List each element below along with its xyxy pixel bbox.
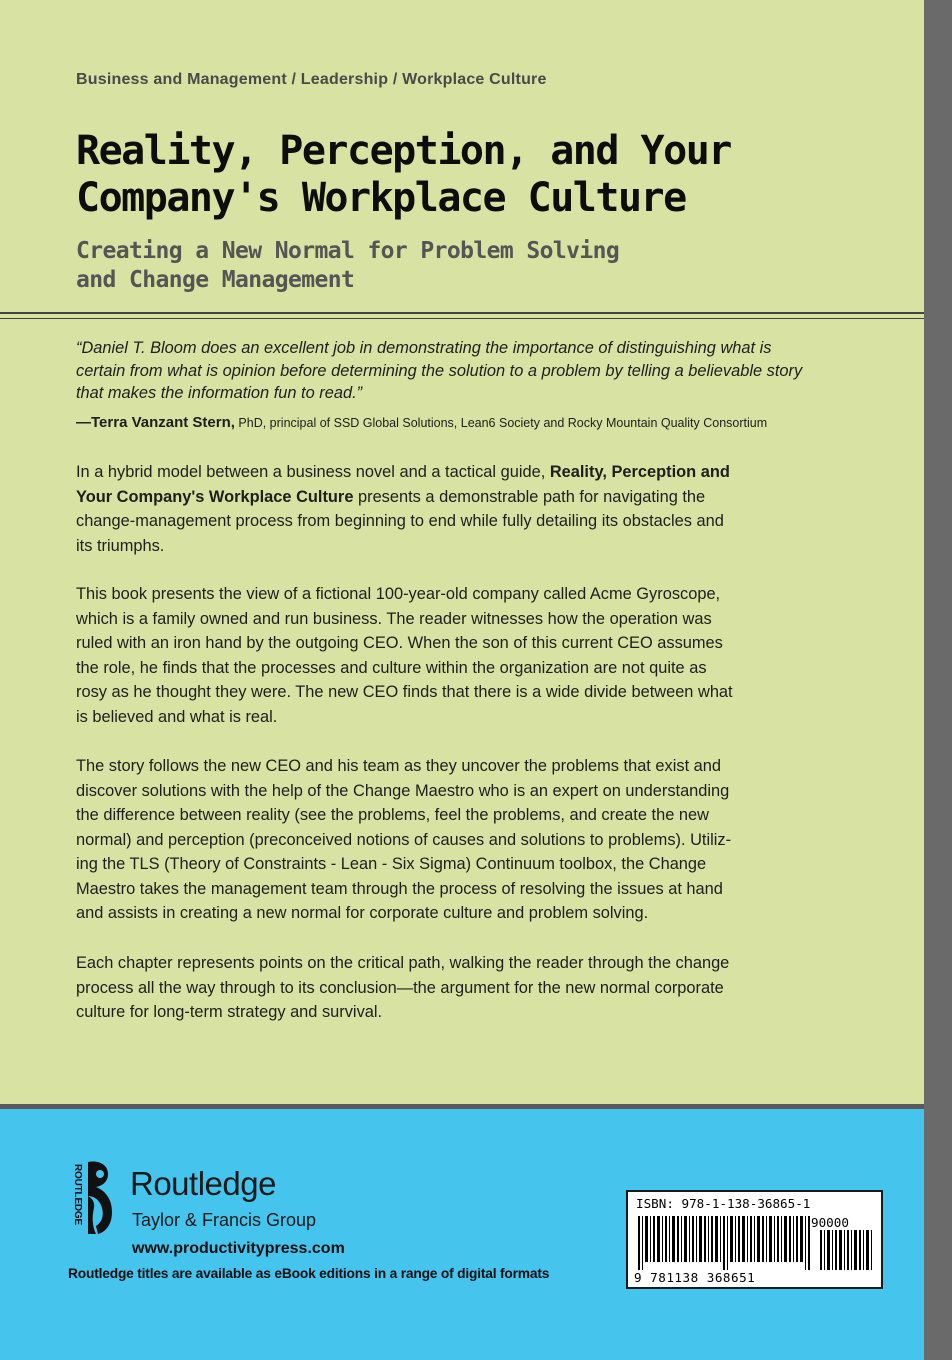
description-paragraph-1: [76, 460, 776, 558]
p1-line-1-text: In a hybrid model between a business novel and a tactical guide,: [76, 463, 550, 481]
quote-line-1: “Daniel T. Bloom does an excellent job in demonstrating the importance of distinguishing what is: [76, 339, 772, 357]
p3-line-3: the difference between reality (see the problems, feel the problems, and create the new: [76, 806, 709, 824]
book-subtitle: [76, 237, 776, 295]
p1-book-title-b: Your Company's Workplace Culture: [76, 487, 354, 506]
p1-line-4: its triumphs.: [76, 536, 165, 555]
p4-line-2: process all the way through to its conclusion—the argument for the new normal corporate: [76, 978, 724, 997]
quote-credentials: PhD, principal of SSD Global Solutions, Lean6 Society and Rocky Mountain Quality Consortium: [238, 416, 768, 430]
divider-thick: [0, 312, 924, 314]
p2-line-2: which is a family owned and run business. The reader witnesses how the operation was: [76, 609, 712, 628]
p1-line-2-text: presents a demonstrable path for navigating the: [353, 487, 706, 506]
ebook-note: Routledge titles are available as eBook editions in a range of digital formats: [68, 1266, 550, 1281]
p3-line-5: ing the TLS (Theory of Constraints - Lean - Six Sigma) Continuum toolbox, the Change: [76, 855, 707, 873]
title-line-2: Company's Workplace Culture: [76, 175, 686, 221]
description-paragraph-4: [76, 951, 776, 1025]
p4-line-1: Each chapter represents points on the critical path, walking the reader through the change: [76, 954, 730, 972]
p3-line-2: discover solutions with the help of the Change Maestro who is an expert on understanding: [76, 781, 730, 800]
price-code: 90000: [811, 1215, 849, 1230]
subtitle-line-1: Creating a New Normal for Problem Solving: [76, 238, 620, 264]
p1-line-1: [76, 460, 776, 485]
routledge-logo-icon: [62, 1160, 124, 1236]
category-line: Business and Management / Leadership / Workplace Culture: [76, 71, 547, 88]
publisher-group: Taylor & Francis Group: [132, 1210, 317, 1230]
subtitle-line-2: and Change Management: [76, 267, 355, 293]
p1-book-title-a: Reality, Perception and: [549, 463, 730, 481]
p3-line-4: normal) and perception (preconceived notions of causes and solutions to problems). Utiliz-: [76, 830, 732, 849]
p3-line-7: and assists in creating a new normal for corporate culture and problem solving.: [76, 904, 649, 922]
barcode-digits: 9 781138 368651: [634, 1270, 756, 1285]
quote-attribution: [76, 414, 767, 431]
isbn-label: ISBN: 978-1-138-36865-1: [636, 1196, 811, 1211]
isbn-barcode: [626, 1190, 883, 1289]
p1-line-2: [76, 485, 776, 510]
quote-author: —Terra Vanzant Stern,: [76, 414, 235, 431]
p4-line-3: culture for long-term strategy and survival.: [76, 1003, 383, 1021]
divider-thin: [0, 318, 924, 319]
book-title: [76, 128, 776, 222]
title-line-1: Reality, Perception, and Your: [76, 128, 731, 174]
spine-edge: [924, 0, 952, 1360]
publisher-name: Routledge: [130, 1165, 276, 1202]
p3-line-6: Maestro takes the management team through the process of resolving the issues at hand: [76, 879, 723, 898]
p2-line-6: is believed and what is real.: [76, 707, 278, 726]
description-paragraph-2: [76, 582, 776, 729]
description-paragraph-3: [76, 754, 776, 926]
p1-line-3: change-management process from beginning to end while fully detailing its obstacles and: [76, 512, 724, 530]
publisher-url[interactable]: www.productivitypress.com: [132, 1240, 345, 1257]
p3-line-1: The story follows the new CEO and his team as they uncover the problems that exist and: [76, 757, 722, 775]
p2-line-5: rosy as he thought they were. The new CEO finds that there is a wide divide between what: [76, 683, 733, 701]
p2-line-3: ruled with an iron hand by the outgoing CEO. When the son of this current CEO assumes: [76, 634, 723, 652]
endorsement-quote: [76, 337, 803, 405]
p2-line-4: the role, he finds that the processes and culture within the organization are not quite as: [76, 658, 707, 677]
quote-line-2: certain from what is opinion before determining the solution to a problem by telling a believable story: [76, 361, 803, 380]
p2-line-1: This book presents the view of a fictional 100-year-old company called Acme Gyroscope,: [76, 585, 721, 603]
routledge-vertical-wordmark: ROUTLEDGE: [72, 1164, 83, 1225]
quote-line-3: that makes the information fun to read.”: [76, 384, 363, 402]
barcode-bars-icon: [634, 1216, 876, 1270]
